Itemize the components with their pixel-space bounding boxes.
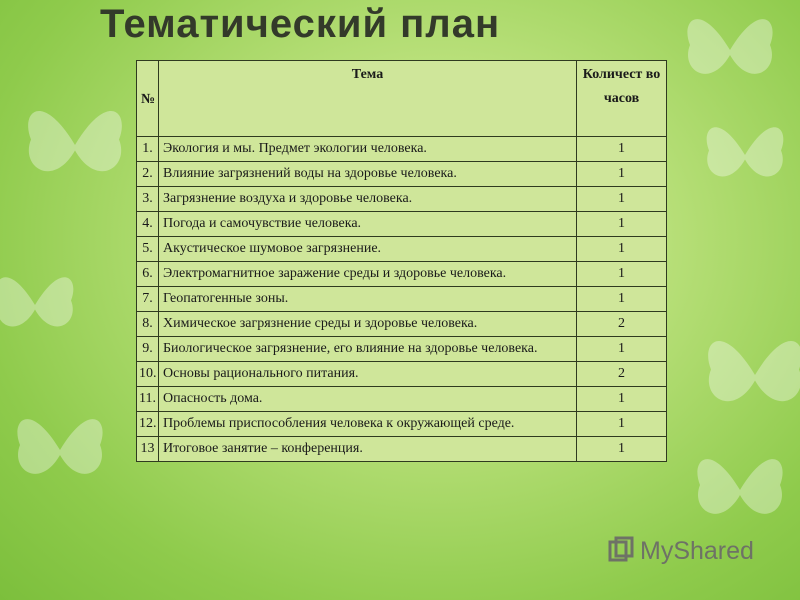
butterfly-icon <box>10 400 110 500</box>
row-topic: Проблемы приспособления человека к окружающей среде. <box>159 412 577 437</box>
row-hours: 2 <box>577 362 667 387</box>
row-topic: Загрязнение воздуха и здоровье человека. <box>159 187 577 212</box>
row-topic: Основы рационального питания. <box>159 362 577 387</box>
row-number: 12. <box>137 412 159 437</box>
thematic-plan-table <box>136 60 667 462</box>
table-row <box>137 262 667 287</box>
row-hours: 1 <box>577 262 667 287</box>
row-number: 2. <box>137 162 159 187</box>
row-topic: Влияние загрязнений воды на здоровье человека. <box>159 162 577 187</box>
table-row <box>137 337 667 362</box>
watermark-text: MyShared <box>640 536 754 565</box>
row-hours: 1 <box>577 212 667 237</box>
row-number: 6. <box>137 262 159 287</box>
row-number: 7. <box>137 287 159 312</box>
table-row <box>137 162 667 187</box>
row-number: 3. <box>137 187 159 212</box>
row-hours: 1 <box>577 137 667 162</box>
header-hours: Количест во часов <box>577 61 667 137</box>
row-topic: Опасность дома. <box>159 387 577 412</box>
table-row <box>137 362 667 387</box>
row-hours: 2 <box>577 312 667 337</box>
row-topic: Погода и самочувствие человека. <box>159 212 577 237</box>
row-topic: Экология и мы. Предмет экологии человека. <box>159 137 577 162</box>
table-row <box>137 287 667 312</box>
row-topic: Акустическое шумовое загрязнение. <box>159 237 577 262</box>
table-body <box>137 137 667 462</box>
row-hours: 1 <box>577 287 667 312</box>
row-topic: Геопатогенные зоны. <box>159 287 577 312</box>
table-row <box>137 212 667 237</box>
butterfly-icon <box>0 260 80 350</box>
row-number: 10. <box>137 362 159 387</box>
row-topic: Итоговое занятие – конференция. <box>159 437 577 462</box>
row-hours: 1 <box>577 237 667 262</box>
table-row <box>137 187 667 212</box>
row-hours: 1 <box>577 412 667 437</box>
row-hours: 1 <box>577 437 667 462</box>
table-row <box>137 437 667 462</box>
header-topic: Тема <box>159 61 577 137</box>
butterfly-icon <box>690 440 790 540</box>
row-hours: 1 <box>577 187 667 212</box>
butterfly-icon <box>700 320 800 430</box>
row-topic: Химическое загрязнение среды и здоровье человека. <box>159 312 577 337</box>
row-topic: Электромагнитное заражение среды и здоровье человека. <box>159 262 577 287</box>
table-row <box>137 387 667 412</box>
row-number: 1. <box>137 137 159 162</box>
row-number: 8. <box>137 312 159 337</box>
table-row <box>137 412 667 437</box>
row-number: 5. <box>137 237 159 262</box>
table-row <box>137 312 667 337</box>
watermark <box>606 536 754 566</box>
row-number: 13 <box>137 437 159 462</box>
row-hours: 1 <box>577 387 667 412</box>
page-title: Тематический план <box>100 2 501 46</box>
row-hours: 1 <box>577 337 667 362</box>
table-row <box>137 137 667 162</box>
table-header-row <box>137 61 667 137</box>
butterfly-icon <box>20 90 130 200</box>
row-number: 9. <box>137 337 159 362</box>
row-topic: Биологическое загрязнение, его влияние на здоровье человека. <box>159 337 577 362</box>
row-number: 11. <box>137 387 159 412</box>
header-number: № <box>137 61 159 137</box>
table-row <box>137 237 667 262</box>
row-number: 4. <box>137 212 159 237</box>
butterfly-icon <box>700 110 790 200</box>
butterfly-icon <box>680 0 780 100</box>
myshared-logo-icon <box>606 536 636 566</box>
row-hours: 1 <box>577 162 667 187</box>
